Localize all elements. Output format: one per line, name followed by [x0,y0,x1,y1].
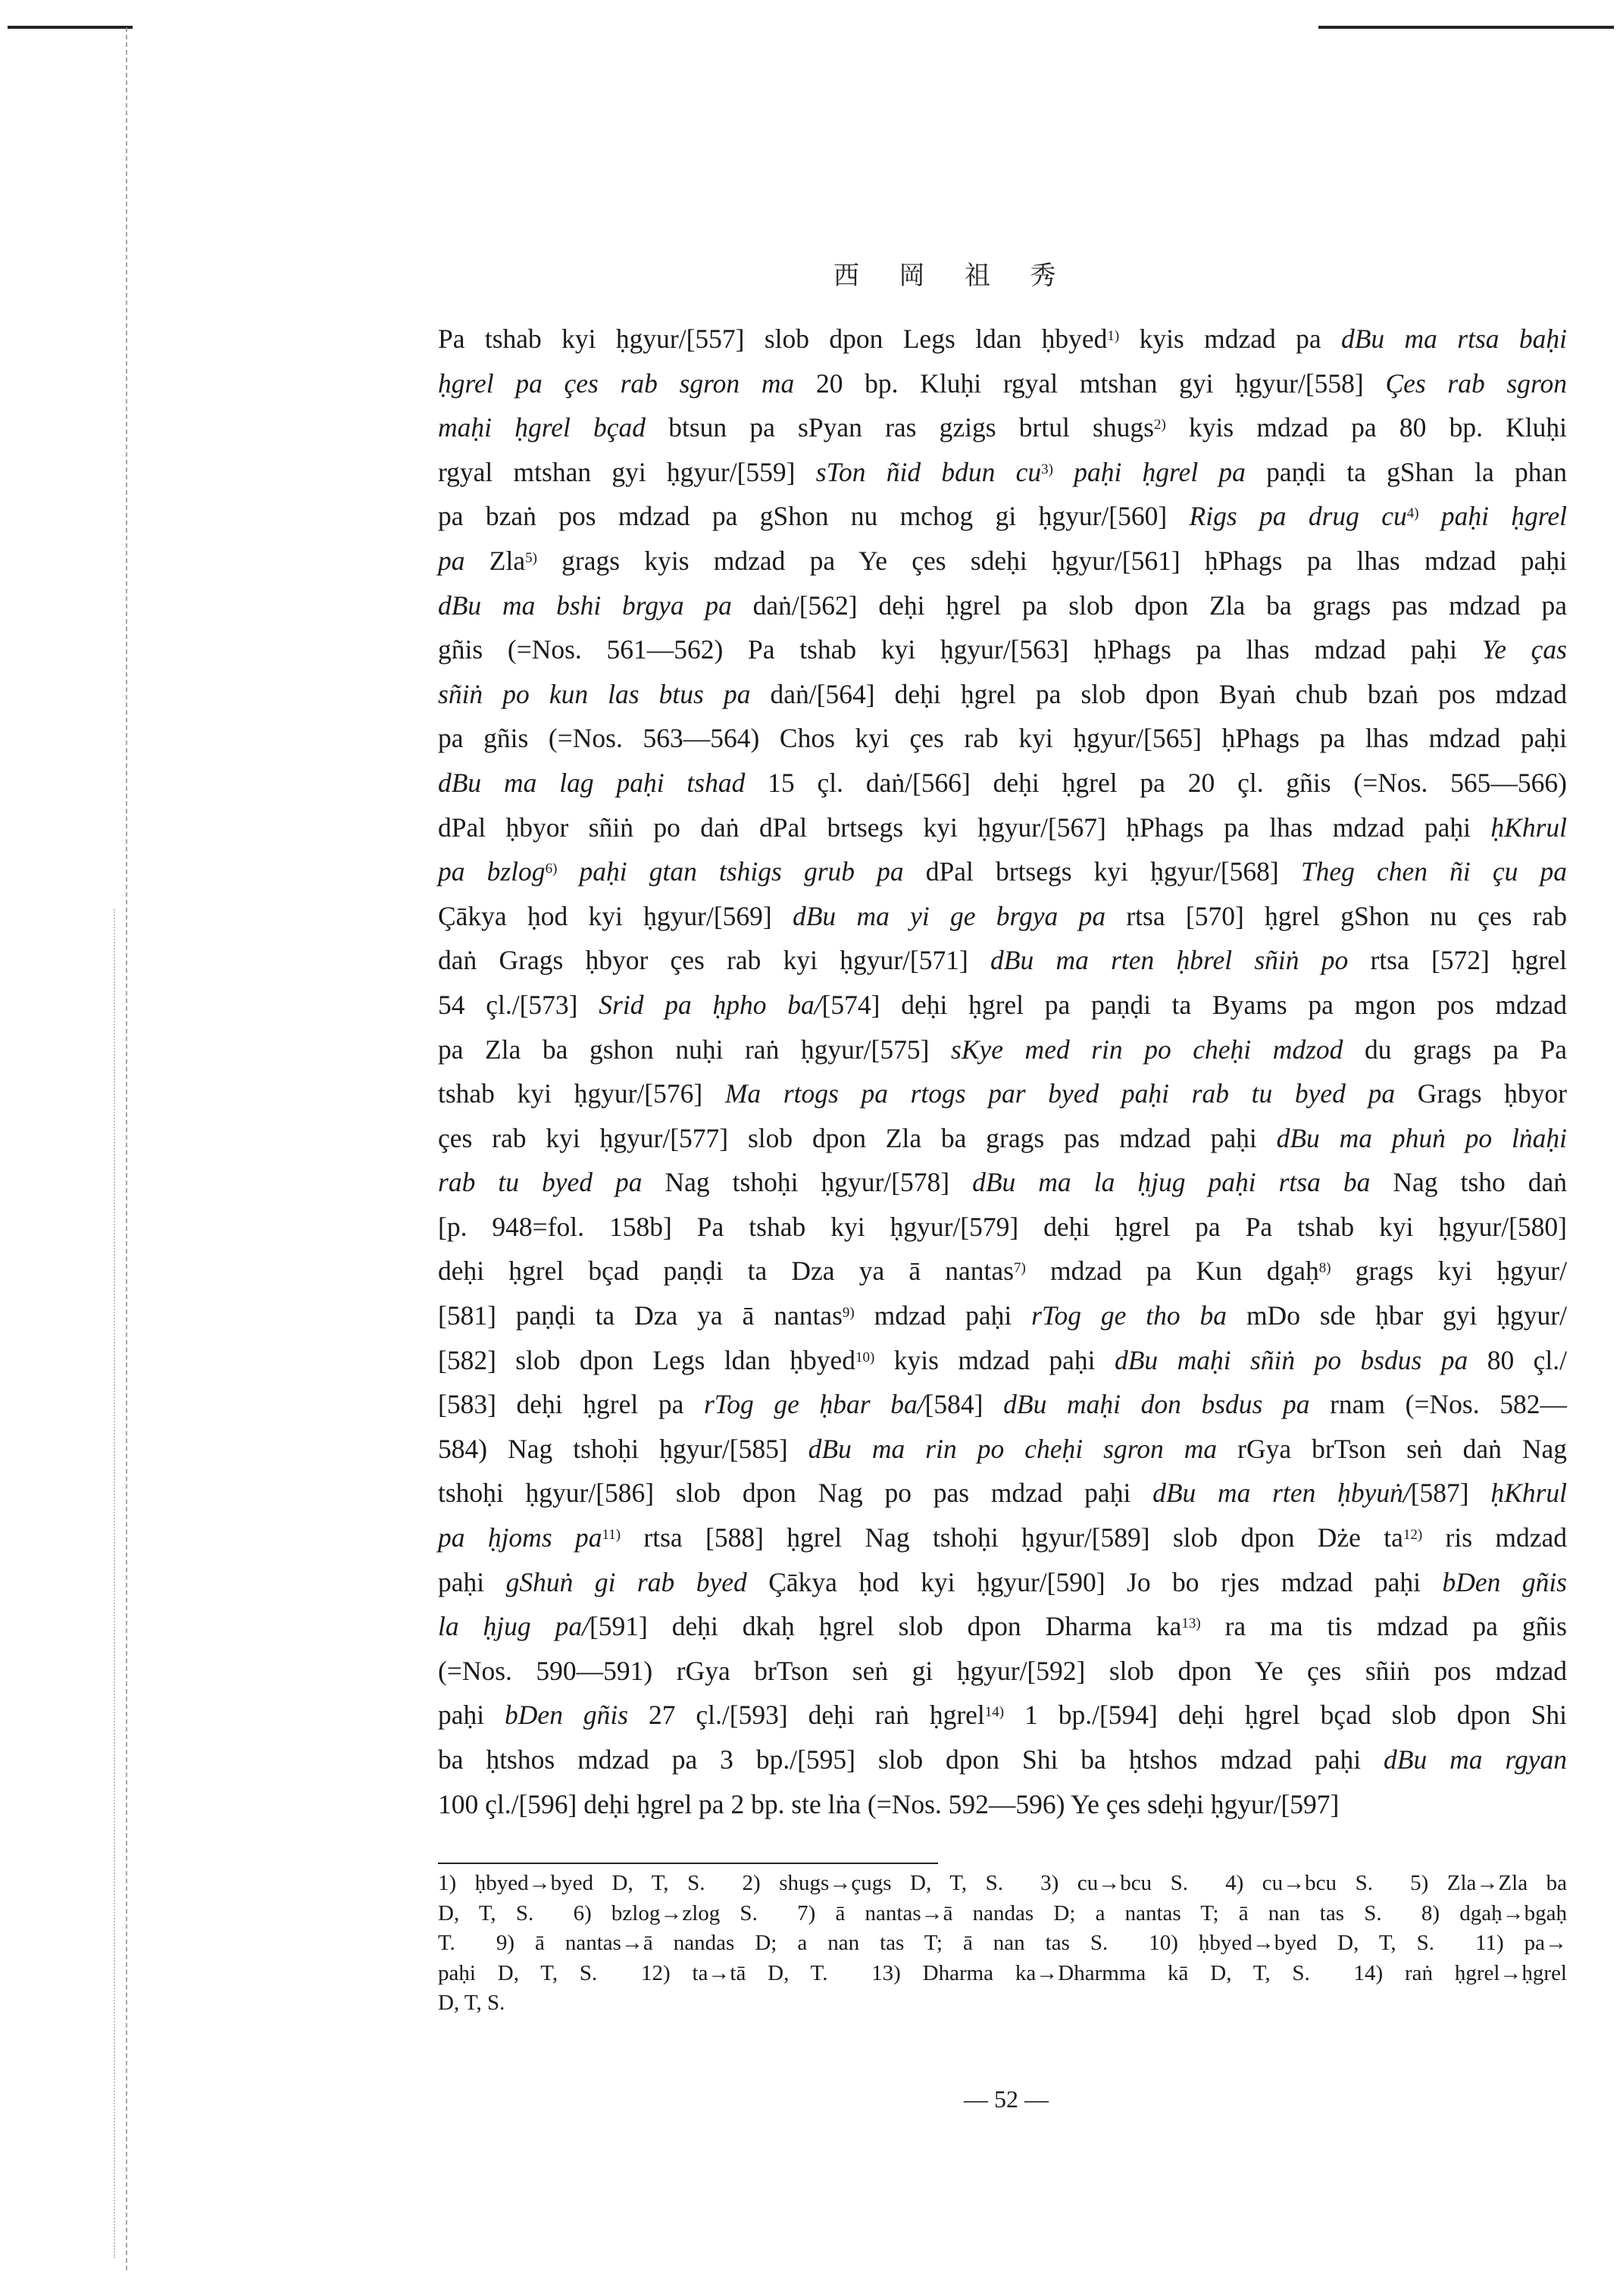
body-text-run: 1 bp./[594] deḥi ḥgrel bçad slob dpon Shi [1004,1700,1567,1731]
body-text-run: deḥi ḥgrel bçad paṇḍi ta Dza ya ā nantas [438,1256,1014,1287]
footnote-ref: 5) [525,549,537,566]
body-text-run: Nag tshoḥi ḥgyur/[578] [642,1167,973,1198]
top-rule-left [8,26,133,29]
body-line-text [438,1782,1339,1827]
body-line [438,317,1567,361]
body-line-text [438,1028,1567,1072]
footnote-ref: 10) [855,1349,875,1365]
body-text-run: pa bzaṅ pos mdzad pa gShon nu mchog gi ḥgyur/[560] [438,501,1190,532]
work-title: gShuṅ gi rab byed [505,1566,747,1597]
body-line-text [438,1471,1567,1516]
body-text-run: Çākya ḥod kyi ḥgyur/[569] [438,900,793,931]
footnote-line [438,1928,1567,1959]
work-title: Theg chen ñi çu pa [1300,856,1567,887]
work-title: paḥi ḥgrel pa [1052,456,1246,487]
footnote-ref: 1) [1107,328,1120,344]
body-text-run: [574] deḥi ḥgrel pa paṇḍi ta Byams pa mgon pos mdzad [821,989,1567,1020]
body-line-text [438,583,1567,628]
footnote-ref: 11) [602,1527,621,1544]
body-line [438,1382,1567,1427]
body-line-text [438,1427,1567,1472]
body-text-run: pa Zla ba gshon nuḥi raṅ ḥgyur/[575] [438,1034,951,1065]
body-text-run: rtsa [572] ḥgrel [1348,945,1568,976]
body-text-run: rGya brTson seṅ daṅ Nag [1217,1433,1568,1464]
body-text-run: 20 bp. Kluḥi rgyal mtshan gyi ḥgyur/[558] [794,368,1386,399]
body-line-text [438,1205,1567,1250]
body-text-run: btsun pa sPyan ras gzigs brtul shugs [646,412,1154,443]
body-line-text [438,539,1567,583]
body-text-run: Çākya ḥod kyi ḥgyur/[590] Jo bo rjes mdzad paḥi [746,1566,1443,1597]
body-text-run: 584) Nag tshoḥi ḥgyur/[585] [438,1433,808,1464]
work-title: pa ḥjoms pa [438,1522,602,1553]
body-text-run: ba ḥtshos mdzad pa 3 bp./[595] slob dpon Shi ba ḥtshos mdzad paḥi [438,1744,1384,1775]
body-line [438,361,1567,406]
work-title: dBu maḥi don bsdus pa [1003,1389,1310,1420]
body-text-run: paḥi [438,1700,505,1731]
body-text-run: rgyal mtshan gyi ḥgyur/[559] [438,456,816,487]
footnote-ref: 14) [984,1704,1005,1721]
body-line-text [438,1338,1567,1383]
work-title: ḥKhrul [1490,812,1567,843]
body-line-text [438,1293,1567,1338]
body-line-text [438,450,1567,495]
footnote-rule [438,1863,938,1864]
body-text-run: 80 çl./ [1468,1344,1567,1375]
body-line [438,805,1567,850]
footnote-line [438,1899,1567,1929]
body-line-text [438,494,1567,539]
footnote-ref: 12) [1403,1527,1423,1544]
body-line-text [438,1560,1567,1605]
page-number: — 52 — [964,2085,1049,2113]
body-line [438,1338,1567,1383]
body-text-run: [587] [1410,1478,1491,1509]
body-text-run: [p. 948=fol. 158b] Pa tshab kyi ḥgyur/[579] deḥi ḥgrel pa Pa tshab kyi ḥgyur/[580] [438,1211,1567,1242]
body-line [438,894,1567,939]
body-line [438,583,1567,628]
body-text-run: pa gñis (=Nos. 563—564) Chos kyi çes rab kyi ḥgyur/[565] ḥPhags pa lhas mdzad paḥi [438,723,1567,754]
body-line-text [438,938,1567,983]
body-text-run: mdzad paḥi [854,1300,1032,1331]
footnote-ref: 3) [1041,461,1053,477]
body-text-run: [584] [924,1389,1004,1420]
work-title: dBu ma lag paḥi tshad [438,767,746,798]
body-line [438,938,1567,983]
footnote-ref: 4) [1406,505,1419,522]
body-line-text [438,1071,1567,1116]
body-text-run: ris mdzad [1422,1522,1567,1553]
running-head-author: 西 岡 祖 秀 [833,262,1073,290]
body-line-text [438,405,1567,450]
body-line-text [438,1116,1567,1161]
footnote-text: D, T, S. [438,1991,505,2015]
body-line [438,1293,1567,1338]
body-text-run: daṅ/[562] deḥi ḥgrel pa slob dpon Zla ba grags pas mdzad pa [731,590,1567,621]
work-title: sKye med rin po cheḥi mdzod [951,1034,1343,1065]
body-line-text [438,983,1567,1028]
work-title: ḥgrel pa çes rab sgron ma [438,368,795,399]
work-title: dBu ma rtsa baḥi [1340,324,1568,354]
body-text-run: (=Nos. 590—591) rGya brTson seṅ gi ḥgyur/[592] slob dpon Ye çes sñiṅ pos mdzad [438,1655,1567,1686]
body-text-run: kyis mdzad paḥi [874,1344,1115,1375]
work-title: dBu ma la ḥjug paḥi rtsa ba [972,1167,1371,1198]
work-title: rTog ge ḥbar ba/ [703,1389,925,1420]
body-text-run: [582] slob dpon Legs ldan ḥbyed [438,1344,856,1375]
work-title: rTog ge tho ba [1031,1300,1227,1331]
work-title: paḥi gtan tshigs grub pa [557,856,904,887]
footnote-text: paḥi D, T, S. 12) ta→tā D, T. 13) Dharma ka→Dharmma kā D, T, S. 14) raṅ ḥgrel→ḥgrel [438,1960,1567,1985]
body-line-text [438,1382,1567,1427]
body-line-text [438,1516,1567,1560]
work-title: Ma rtogs pa rtogs par byed paḥi rab tu byed pa [724,1078,1396,1109]
body-text-run: daṅ/[564] deḥi ḥgrel pa slob dpon Byaṅ chub bzaṅ pos mdzad [750,678,1567,709]
body-text-run: 100 çl./[596] deḥi ḥgrel pa 2 bp. ste lṅa (=Nos. 592—596) Ye çes sdeḥi ḥgyur/[597] [438,1788,1340,1819]
body-line [438,1649,1567,1694]
body-line [438,1205,1567,1250]
binding-edge [126,27,132,2270]
work-title: bDen gñis [505,1700,629,1731]
footnote-line [438,1988,1567,2019]
body-line-text [438,627,1567,672]
body-line [438,1427,1567,1472]
body-text-run: Nag tsho daṅ [1370,1167,1567,1198]
body-line [438,1071,1567,1116]
work-title: Srid pa ḥpho ba/ [599,989,822,1020]
work-title: dBu ma rten ḥbyuṅ/ [1152,1478,1411,1509]
body-line [438,1249,1567,1293]
body-text-run: tshoḥi ḥgyur/[586] slob dpon Nag po pas mdzad paḥi [438,1478,1153,1509]
body-text-run: rtsa [570] ḥgrel gShon nu çes rab [1105,900,1567,931]
footnote-ref: 7) [1013,1260,1026,1277]
body-text-run: ra ma tis mdzad pa gñis [1200,1611,1568,1642]
body-text-run: 54 çl./[573] [438,989,599,1020]
body-line [438,716,1567,761]
body-text-run: dPal ḥbyor sñiṅ po daṅ dPal brtsegs kyi ḥgyur/[567] ḥPhags pa lhas mdzad paḥi [438,812,1491,843]
work-title: Ye ças [1481,634,1567,665]
body-line [438,1160,1567,1205]
body-line [438,1028,1567,1072]
body-line [438,494,1567,539]
footnote-line [438,1869,1567,1899]
body-line-text [438,716,1567,761]
footnote-ref: 9) [842,1305,855,1322]
body-line-text [438,317,1567,361]
body-line-text [438,1693,1567,1738]
work-title: Rigs pa drug cu [1189,501,1407,532]
footnotes [438,1869,1567,2019]
body-line [438,1471,1567,1516]
footnote-ref: 2) [1153,417,1166,433]
body-text-run: [583] deḥi ḥgrel pa [438,1389,704,1420]
footnote-ref: 8) [1318,1260,1331,1277]
body-line-text [438,361,1567,406]
work-title: bDen gñis [1442,1566,1568,1597]
body-text-run: çes rab kyi ḥgyur/[577] slob dpon Zla ba grags pas mdzad paḥi [438,1122,1277,1153]
body-line [438,627,1567,672]
body-text-run: mDo sde ḥbar gyi ḥgyur/ [1227,1300,1567,1331]
body-line-text [438,1649,1567,1694]
work-title: Çes rab sgron [1385,368,1567,399]
body-text-run: du grags pa Pa [1343,1034,1567,1065]
body-line [438,539,1567,583]
body-line [438,450,1567,495]
work-title: rab tu byed pa [438,1167,643,1198]
body-line-text [438,761,1567,805]
work-title: sTon ñid bdun cu [815,456,1042,487]
body-line [438,761,1567,805]
top-rule-right [1318,26,1614,29]
body-text-run: daṅ Grags ḥbyor çes rab kyi ḥgyur/[571] [438,945,991,976]
body-text-run: [581] paṇḍi ta Dza ya ā nantas [438,1300,843,1331]
body-line [438,849,1567,894]
body-text-run: kyis mdzad pa 80 bp. Kluḥi [1165,412,1568,443]
body-line-text [438,1604,1567,1649]
body-text-run: paḥi [438,1566,506,1597]
work-title: dBu ma bshi brgya pa [438,590,732,621]
body-text-run: [591] deḥi dkaḥ ḥgrel slob dpon Dharma ka [589,1611,1182,1642]
footnote-text: T. 9) ā nantas→ā nandas D; a nan tas T; ā nan tas S. 10) ḥbyed→byed D, T, S. 11) pa→ [438,1931,1567,1955]
body-text-run: grags kyi ḥgyur/ [1331,1256,1567,1287]
body-text-run: tshab kyi ḥgyur/[576] [438,1078,725,1109]
body-text-run: rtsa [588] ḥgrel Nag tshoḥi ḥgyur/[589] slob dpon Dże ta [621,1522,1403,1553]
body-text-run: 15 çl. daṅ/[566] deḥi ḥgrel pa 20 çl. gñis (=Nos. 565—566) [745,767,1567,798]
body-line-text [438,849,1567,894]
footnote-ref: 6) [545,861,558,877]
body-text [438,317,1567,1826]
body-line-text [438,1249,1567,1293]
body-line [438,1516,1567,1560]
footnote-line [438,1959,1567,1989]
work-title: la ḥjug pa/ [438,1611,589,1642]
work-title: pa [438,545,465,576]
work-title: dBu ma yi ge brgya pa [792,900,1106,931]
footnote-text: 1) ḥbyed→byed D, T, S. 2) shugs→çugs D, T, S. 3) cu→bcu S. 4) cu→bcu S. 5) Zla→Zla ba [438,1871,1567,1895]
body-text-run: 27 çl./[593] deḥi raṅ ḥgrel [628,1700,985,1731]
body-line [438,672,1567,717]
body-text-run: dPal brtsegs kyi ḥgyur/[568] [903,856,1301,887]
body-text-run: kyis mdzad pa [1119,324,1341,354]
body-text-run: paṇḍi ta gShan la phan [1245,456,1567,487]
work-title: dBu ma rin po cheḥi sgron ma [808,1433,1218,1464]
body-line-text [438,672,1567,717]
body-line-text [438,1160,1567,1205]
body-line [438,1693,1567,1738]
body-line [438,405,1567,450]
body-line [438,1738,1567,1782]
binding-edge-shadow [114,909,118,2258]
body-line [438,1560,1567,1605]
work-title: dBu ma phuṅ po lṅaḥi [1276,1122,1567,1153]
work-title: paḥi ḥgrel [1418,501,1568,532]
body-line [438,1116,1567,1161]
footnote-ref: 13) [1181,1616,1201,1632]
body-text-run: Zla [464,545,526,576]
body-text-run: Grags ḥbyor [1395,1078,1567,1109]
body-line-text [438,1738,1567,1782]
work-title: sñiṅ po kun las btus pa [438,678,751,709]
footnote-text: D, T, S. 6) bzlog→zlog S. 7) ā nantas→ā nandas D; a nantas T; ā nan tas S. 8) dgaḥ→bgaḥ [438,1900,1567,1925]
body-text-run: mdzad pa Kun dgaḥ [1025,1256,1319,1287]
body-line [438,983,1567,1028]
body-line [438,1604,1567,1649]
work-title: dBu ma rten ḥbrel sñiṅ po [990,945,1349,976]
work-title: maḥi ḥgrel bçad [438,412,646,443]
body-line [438,1782,1567,1827]
body-line-text [438,894,1567,939]
body-line-text [438,805,1567,850]
body-text-run: Pa tshab kyi ḥgyur/[557] slob dpon Legs ldan ḥbyed [438,324,1108,354]
body-text-run: rnam (=Nos. 582— [1309,1389,1567,1420]
work-title: dBu maḥi sñiṅ po bsdus pa [1114,1344,1468,1375]
work-title: dBu ma rgyan [1384,1744,1568,1775]
work-title: ḥKhrul [1490,1478,1567,1509]
work-title: pa bzlog [438,856,546,887]
body-text-run: gñis (=Nos. 561—562) Pa tshab kyi ḥgyur/[563] ḥPhags pa lhas mdzad paḥi [438,634,1482,665]
body-text-run: grags kyis mdzad pa Ye çes sdeḥi ḥgyur/[561] ḥPhags pa lhas mdzad paḥi [536,545,1567,576]
